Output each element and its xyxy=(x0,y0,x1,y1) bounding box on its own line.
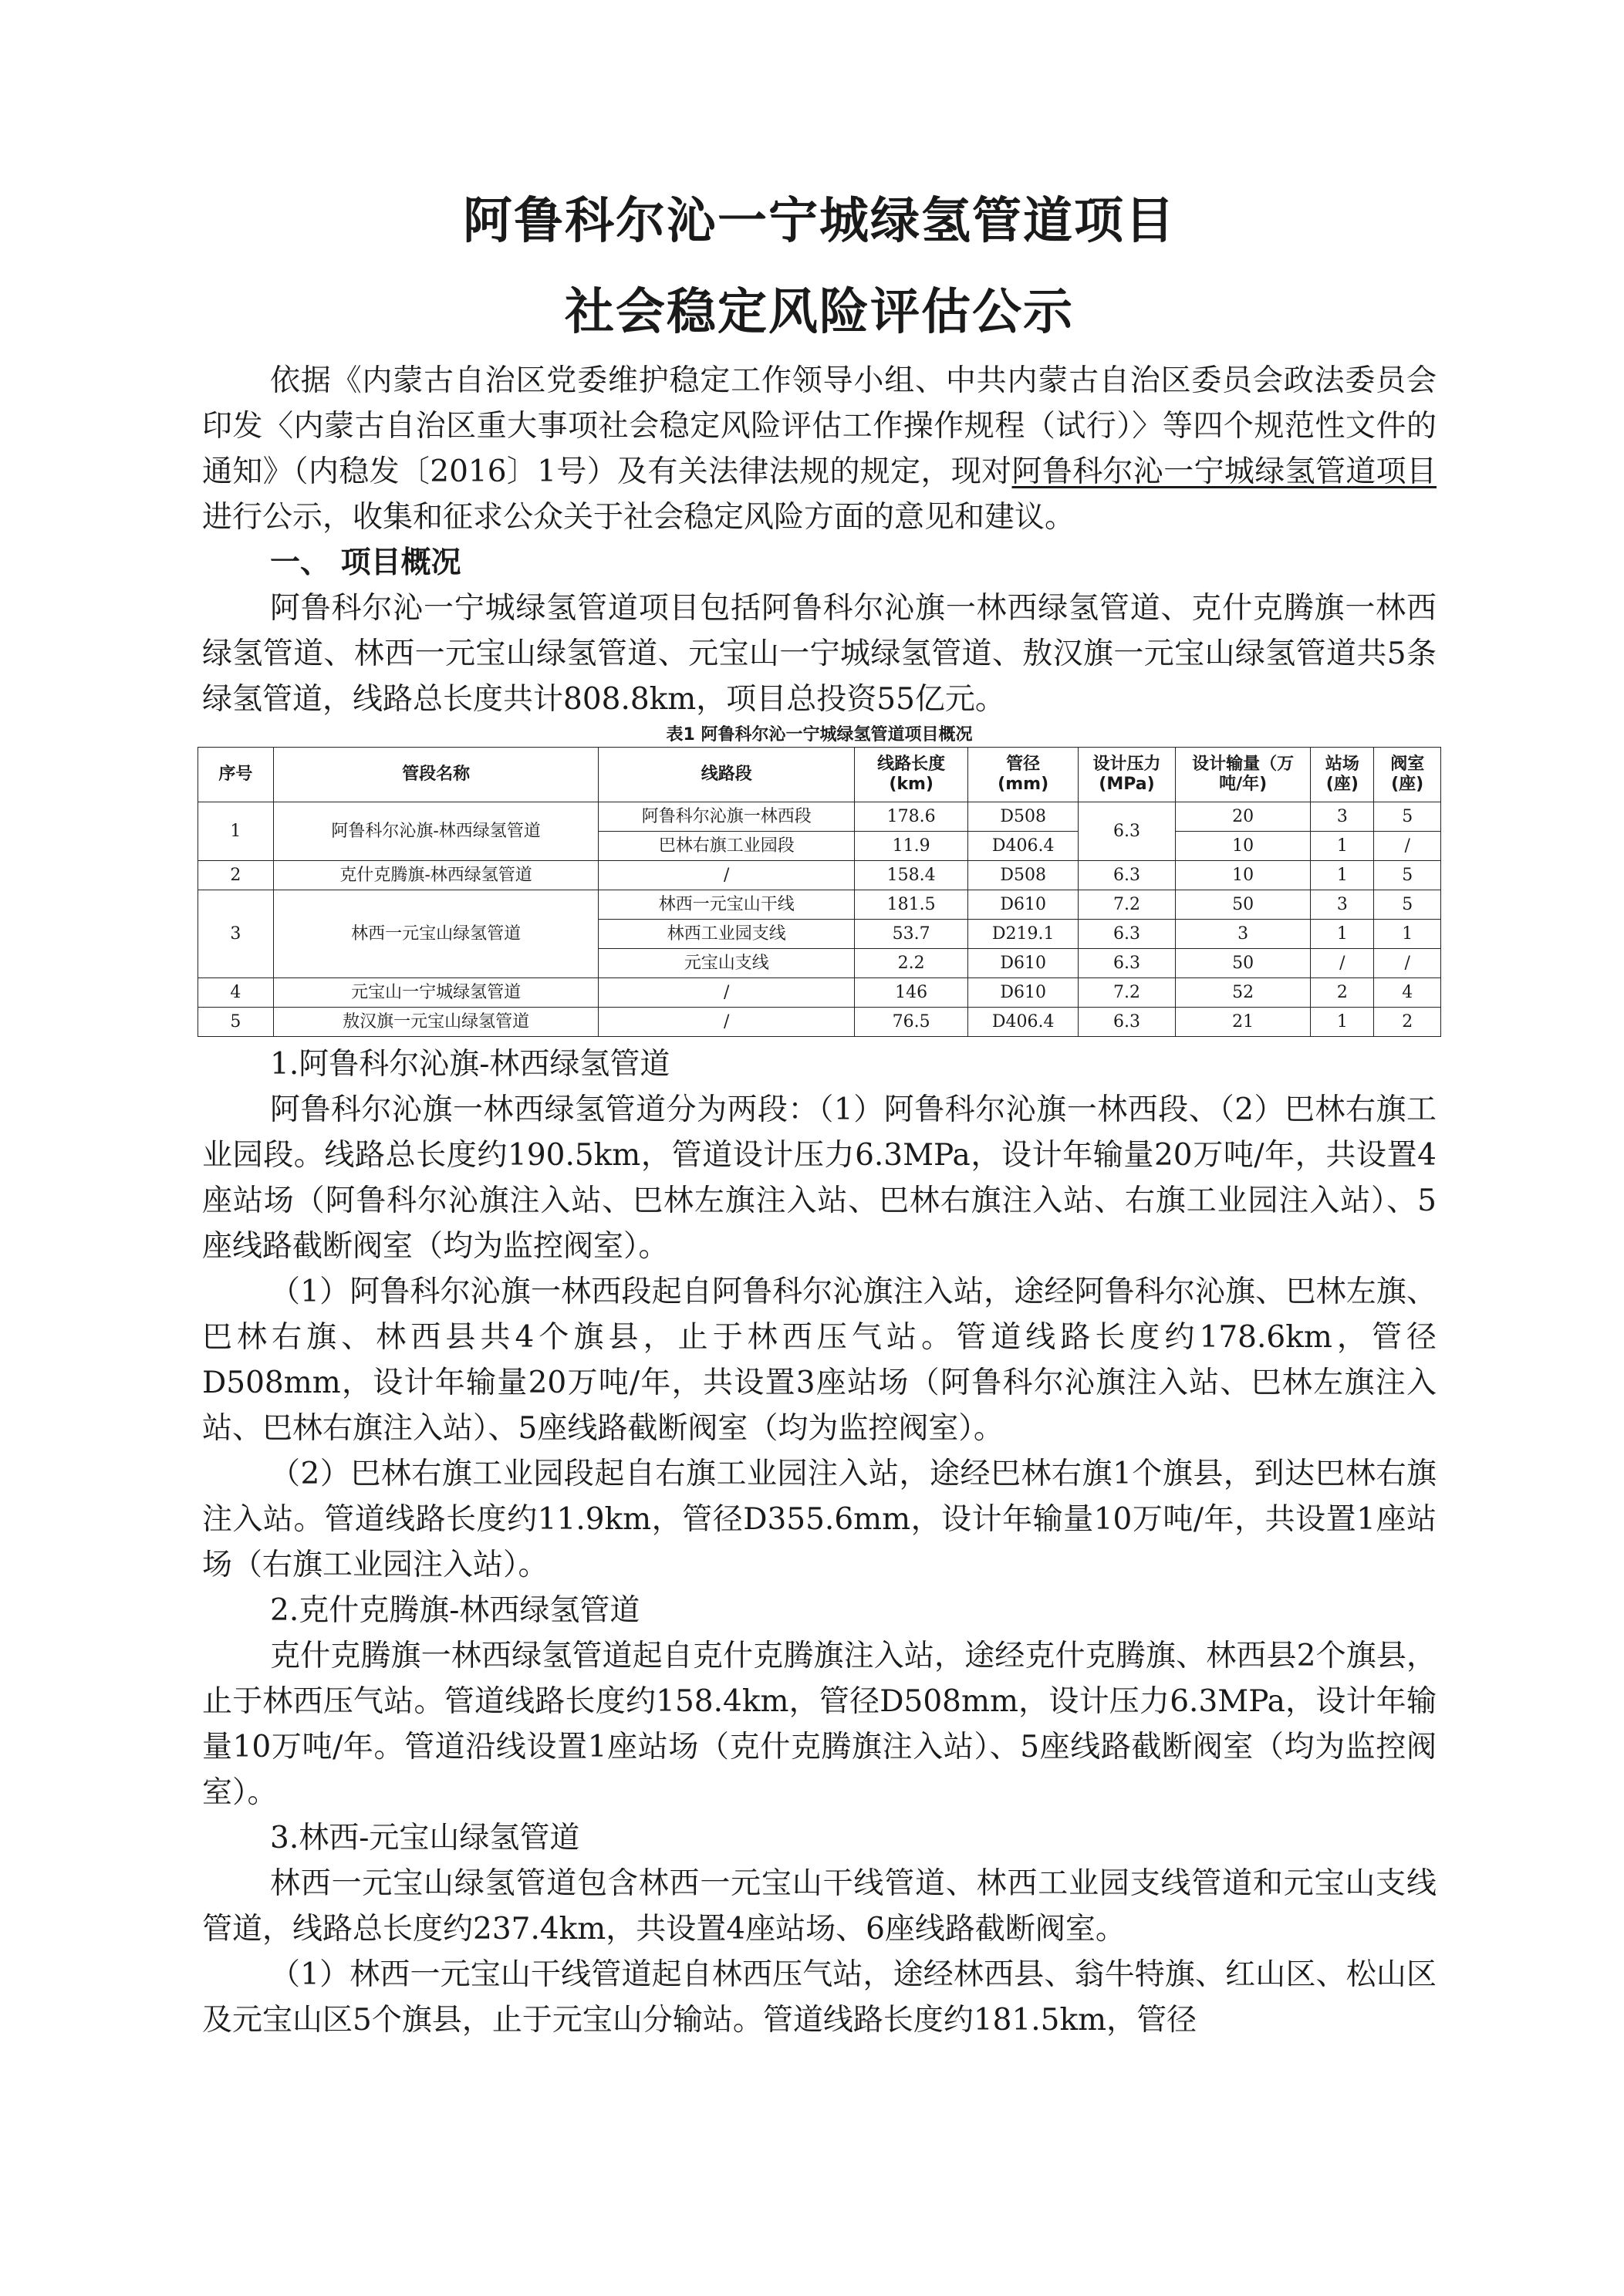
cell-diameter: D508 xyxy=(968,861,1079,890)
project-overview-table xyxy=(198,747,1441,1037)
paragraph-1-3: （2）巴林右旗工业园段起自右旗工业园注入站，途经巴林右旗1个旗县，到达巴林右旗注入站。管道线路长度约11.9km，管径D355.6mm，设计年输量10万吨/年，共设置1座站场（右旗工业园注入站）。 xyxy=(202,1457,1437,1582)
cell-length: 181.5 xyxy=(855,890,968,920)
cell-valves: 5 xyxy=(1374,890,1441,920)
cell-pressure: 7.2 xyxy=(1079,978,1176,1008)
paragraph-2-1: 克什克腾旗一林西绿氢管道起自克什克腾旗注入站，途经克什克腾旗、林西县2个旗县，止于林西压气站。管道线路长度约158.4km，管径D508mm，设计压力6.3MPa，设计年输量10万吨/年。管道沿线设置1座站场（克什克腾旗注入站）、5座线路截断阀室（均为监控阀室）。 xyxy=(202,1639,1437,1810)
table-row xyxy=(198,861,1441,890)
cell-pressure: 6.3 xyxy=(1079,1008,1176,1037)
section-heading-overview: 一、 项目概况 xyxy=(270,545,461,580)
header-length: 线路长度 (km) xyxy=(855,748,968,802)
intro-paragraph xyxy=(202,358,1437,540)
table-row xyxy=(198,802,1441,832)
cell-stations: 1 xyxy=(1311,832,1374,861)
cell-valves: 4 xyxy=(1374,978,1441,1008)
cell-diameter: D406.4 xyxy=(968,1008,1079,1037)
document-title-line2: 社会稳定风险评估公示 xyxy=(565,284,1074,341)
cell-segment: 林西工业园支线 xyxy=(599,920,855,949)
subheading-3: 3.林西-元宝山绿氢管道 xyxy=(270,1821,580,1855)
table-row xyxy=(198,978,1441,1008)
cell-throughput: 52 xyxy=(1175,978,1310,1008)
header-pressure: 设计压力 (MPa) xyxy=(1079,748,1176,802)
header-segment: 线路段 xyxy=(599,748,855,802)
paragraph-3-2: （1）林西一元宝山干线管道起自林西压气站，途经林西县、翁牛特旗、红山区、松山区及元宝山区5个旗县，止于元宝山分输站。管道线路长度约181.5km，管径 xyxy=(202,1957,1437,2038)
cell-segment: 阿鲁科尔沁旗一林西段 xyxy=(599,802,855,832)
cell-name: 林西一元宝山绿氢管道 xyxy=(273,890,599,978)
document-body xyxy=(202,176,1437,2043)
cell-throughput: 10 xyxy=(1175,861,1310,890)
cell-length: 178.6 xyxy=(855,802,968,832)
cell-seq: 4 xyxy=(198,978,274,1008)
cell-length: 2.2 xyxy=(855,949,968,978)
cell-seq: 2 xyxy=(198,861,274,890)
cell-diameter: D406.4 xyxy=(968,832,1079,861)
subheading-1: 1.阿鲁科尔沁旗-林西绿氢管道 xyxy=(270,1047,670,1082)
cell-name: 克什克腾旗-林西绿氢管道 xyxy=(273,861,599,890)
cell-pressure: 7.2 xyxy=(1079,890,1176,920)
cell-diameter: D610 xyxy=(968,978,1079,1008)
cell-segment: / xyxy=(599,861,855,890)
cell-segment: 巴林右旗工业园段 xyxy=(599,832,855,861)
cell-seq: 1 xyxy=(198,802,274,861)
subheading-2: 2.克什克腾旗-林西绿氢管道 xyxy=(270,1593,640,1628)
cell-segment: 元宝山支线 xyxy=(599,949,855,978)
header-seq: 序号 xyxy=(198,748,274,802)
header-name: 管段名称 xyxy=(273,748,599,802)
cell-stations: 2 xyxy=(1311,978,1374,1008)
paragraph-1-1: 阿鲁科尔沁旗一林西绿氢管道分为两段：（1）阿鲁科尔沁旗一林西段、（2）巴林右旗工业园段。线路总长度约190.5km，管道设计压力6.3MPa，设计年输量20万吨/年，共设置4座站场（阿鲁科尔沁旗注入站、巴林左旗注入站、巴林右旗注入站、右旗工业园注入站）、5座线路截断阀室（均为监控阀室）。 xyxy=(202,1092,1437,1264)
cell-stations: 1 xyxy=(1311,1008,1374,1037)
cell-pressure: 6.3 xyxy=(1079,949,1176,978)
cell-valves: / xyxy=(1374,949,1441,978)
cell-segment: / xyxy=(599,1008,855,1037)
cell-diameter: D219.1 xyxy=(968,920,1079,949)
cell-seq: 5 xyxy=(198,1008,274,1037)
cell-length: 158.4 xyxy=(855,861,968,890)
header-stations: 站场 (座) xyxy=(1311,748,1374,802)
cell-length: 53.7 xyxy=(855,920,968,949)
cell-valves: 5 xyxy=(1374,802,1441,832)
paragraph-1-2: （1）阿鲁科尔沁旗一林西段起自阿鲁科尔沁旗注入站，途经阿鲁科尔沁旗、巴林左旗、巴林右旗、林西县共4个旗县，止于林西压气站。管道线路长度约178.6km，管径D508mm，设计年输量20万吨/年，共设置3座站场（阿鲁科尔沁旗注入站、巴林左旗注入站、巴林右旗注入站）、5座线路截断阀室（均为监控阀室）。 xyxy=(202,1275,1437,1446)
cell-name: 阿鲁科尔沁旗-林西绿氢管道 xyxy=(273,802,599,861)
cell-segment: 林西一元宝山干线 xyxy=(599,890,855,920)
header-throughput: 设计输量（万 吨/年) xyxy=(1175,748,1310,802)
table-row xyxy=(198,890,1441,920)
cell-name: 元宝山一宁城绿氢管道 xyxy=(273,978,599,1008)
cell-length: 11.9 xyxy=(855,832,968,861)
cell-throughput: 20 xyxy=(1175,802,1310,832)
cell-stations: 3 xyxy=(1311,802,1374,832)
header-diameter: 管径 (mm) xyxy=(968,748,1079,802)
cell-throughput: 21 xyxy=(1175,1008,1310,1037)
cell-valves: / xyxy=(1374,832,1441,861)
cell-stations: 1 xyxy=(1311,920,1374,949)
intro-text-part2: 进行公示，收集和征求公众关于社会稳定风险方面的意见和建议。 xyxy=(202,500,1075,535)
intro-text-part1: 依据《内蒙古自治区党委维护稳定工作领导小组、中共内蒙古自治区委员会政法委员会印发〈内蒙古自治区重大事项社会稳定风险评估工作操作规程（试行）〉等四个规范性文件的通知》（内稳发〔2016〕1号）及有关法律法规的规定，现对 xyxy=(202,363,1437,489)
cell-throughput: 50 xyxy=(1175,890,1310,920)
cell-diameter: D610 xyxy=(968,890,1079,920)
paragraph-3-1: 林西一元宝山绿氢管道包含林西一元宝山干线管道、林西工业园支线管道和元宝山支线管道，线路总长度约237.4km，共设置4座站场、6座线路截断阀室。 xyxy=(202,1866,1437,1947)
cell-throughput: 50 xyxy=(1175,949,1310,978)
table-caption: 表1 阿鲁科尔沁一宁城绿氢管道项目概况 xyxy=(666,725,973,745)
cell-throughput: 3 xyxy=(1175,920,1310,949)
cell-seq: 3 xyxy=(198,890,274,978)
cell-pressure: 6.3 xyxy=(1079,920,1176,949)
cell-pressure: 6.3 xyxy=(1079,861,1176,890)
header-valves: 阀室 (座) xyxy=(1374,748,1441,802)
cell-diameter: D508 xyxy=(968,802,1079,832)
cell-stations: 3 xyxy=(1311,890,1374,920)
cell-length: 146 xyxy=(855,978,968,1008)
project-name-underlined: 阿鲁科尔沁一宁城绿氢管道项目 xyxy=(1011,454,1437,489)
cell-valves: 5 xyxy=(1374,861,1441,890)
table-header-row xyxy=(198,748,1441,802)
document-title-line1: 阿鲁科尔沁一宁城绿氢管道项目 xyxy=(463,193,1176,250)
cell-diameter: D610 xyxy=(968,949,1079,978)
cell-pressure: 6.3 xyxy=(1079,802,1176,861)
cell-stations: 1 xyxy=(1311,861,1374,890)
cell-stations: / xyxy=(1311,949,1374,978)
cell-throughput: 10 xyxy=(1175,832,1310,861)
cell-name: 敖汉旗一元宝山绿氢管道 xyxy=(273,1008,599,1037)
cell-valves: 2 xyxy=(1374,1008,1441,1037)
cell-length: 76.5 xyxy=(855,1008,968,1037)
cell-segment: / xyxy=(599,978,855,1008)
cell-valves: 1 xyxy=(1374,920,1441,949)
table-row xyxy=(198,1008,1441,1037)
overview-paragraph: 阿鲁科尔沁一宁城绿氢管道项目包括阿鲁科尔沁旗一林西绿氢管道、克什克腾旗一林西绿氢管道、林西一元宝山绿氢管道、元宝山一宁城绿氢管道、敖汉旗一元宝山绿氢管道共5条绿氢管道，线路总长度共计808.8km，项目总投资55亿元。 xyxy=(202,591,1437,717)
